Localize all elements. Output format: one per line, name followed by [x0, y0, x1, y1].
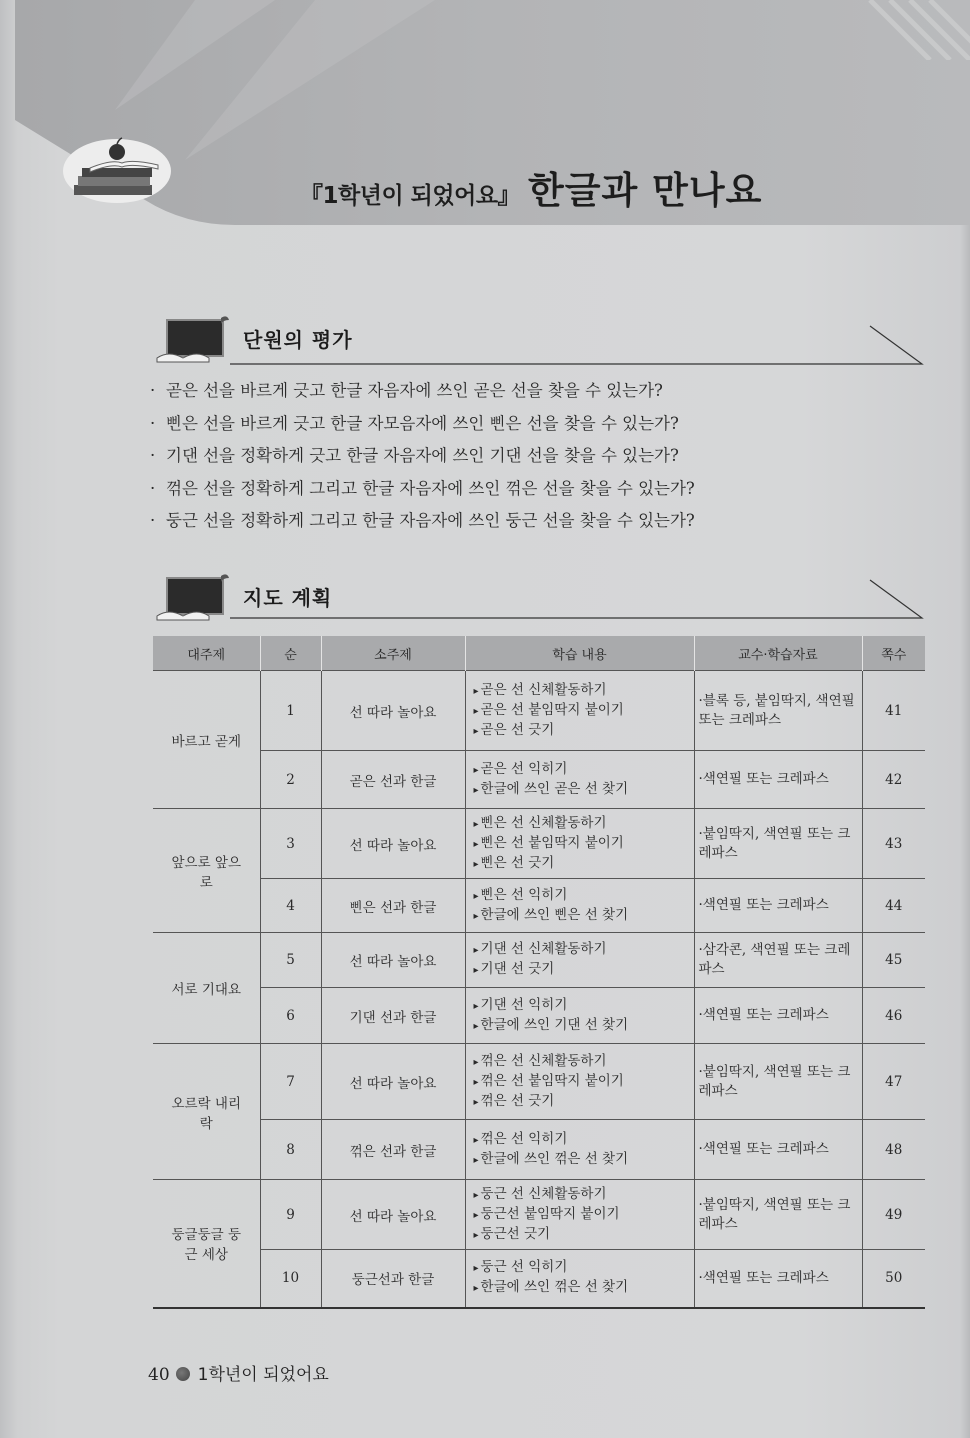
material-cell: ·삼각콘, 색연필 또는 크레파스: [694, 933, 862, 988]
bullet-dot: ·: [150, 446, 156, 465]
page-cell: 45: [862, 933, 925, 988]
subtopic-cell: 꺾은 선과 한글: [321, 1120, 465, 1180]
corner-stripes-decoration: [840, 0, 970, 60]
bullet-dot: ·: [150, 413, 156, 433]
order-cell: 6: [260, 988, 321, 1044]
topic-cell: 둥글둥글 둥근 세상: [153, 1180, 260, 1308]
content-line: ▸ 곧은 선 신체활동하기: [474, 681, 694, 701]
section-label: 지도 계획: [243, 586, 333, 610]
table-row: [153, 988, 925, 1044]
chalkboard-icon: [155, 570, 230, 622]
content-line: ▸ 꺾은 선 긋기: [474, 1092, 694, 1112]
page-cell: 47: [862, 1044, 925, 1120]
content-line: ▸ 꺾은 선 신체활동하기: [474, 1052, 694, 1072]
table-row: [153, 809, 925, 879]
page-cell: 50: [862, 1250, 925, 1308]
criterion-text: 삔은 선을 바르게 긋고 한글 자모음자에 쓰인 삔은 선을 찾을 수 있는가?: [166, 413, 679, 433]
order-cell: 8: [260, 1120, 321, 1180]
table-row: [153, 879, 925, 933]
content-line: ▸ 둥근 선 신체활동하기: [474, 1185, 694, 1205]
content-line: ▸ 삔은 선 긋기: [474, 854, 694, 874]
content-cell: [465, 1044, 694, 1120]
order-cell: 10: [260, 1250, 321, 1308]
content-cell: [465, 809, 694, 879]
material-cell: ·붙임딱지, 색연필 또는 크레파스: [694, 809, 862, 879]
table-row: [153, 1044, 925, 1120]
topic-cell: 바르고 곧게: [153, 671, 260, 809]
section-evaluation-heading: [155, 312, 927, 367]
content-cell: [465, 879, 694, 933]
list-item: [150, 408, 850, 441]
topic-cell: 오르락 내리락: [153, 1044, 260, 1180]
table-row: [153, 933, 925, 988]
content-line: ▸ 둥근선 붙임딱지 붙이기: [474, 1205, 694, 1225]
order-cell: 4: [260, 879, 321, 933]
content-line: ▸ 삔은 선 붙임딱지 붙이기: [474, 834, 694, 854]
content-cell: [465, 1180, 694, 1250]
page-cell: 46: [862, 988, 925, 1044]
subtopic-cell: 선 따라 놀아요: [321, 1180, 465, 1250]
criterion-text: 꺾은 선을 정확하게 그리고 한글 자음자에 쓰인 꺾은 선을 찾을 수 있는가?: [166, 478, 695, 498]
subtopic-cell: 기댄 선과 한글: [321, 988, 465, 1044]
page-cell: 49: [862, 1180, 925, 1250]
subtopic-cell: 곧은 선과 한글: [321, 751, 465, 809]
page-footer: [148, 1360, 329, 1385]
page-title: [300, 160, 762, 214]
table-row: [153, 1180, 925, 1250]
content-line: ▸ 한글에 쓰인 곧은 선 찾기: [474, 780, 694, 800]
criterion-text: 기댄 선을 정확하게 긋고 한글 자음자에 쓰인 기댄 선을 찾을 수 있는가?: [166, 446, 679, 465]
content-line: ▸ 둥근 선 익히기: [474, 1258, 694, 1278]
content-line: ▸ 기댄 선 긋기: [474, 960, 694, 980]
chapter-name: 1학년이 되었어요: [197, 1365, 329, 1385]
content-cell: [465, 1120, 694, 1180]
page-cell: 43: [862, 809, 925, 879]
table-row: [153, 1250, 925, 1308]
content-line: ▸ 꺾은 선 익히기: [474, 1130, 694, 1150]
bullet-icon: [176, 1367, 190, 1381]
material-cell: ·붙임딱지, 색연필 또는 크레파스: [694, 1180, 862, 1250]
content-line: ▸ 기댄 선 신체활동하기: [474, 940, 694, 960]
subtopic-cell: 둥근선과 한글: [321, 1250, 465, 1308]
criterion-text: 둥근 선을 정확하게 그리고 한글 자음자에 쓰인 둥근 선을 찾을 수 있는가?: [166, 511, 695, 530]
table-row: [153, 671, 925, 751]
content-cell: [465, 671, 694, 751]
content-line: ▸ 꺾은 선 붙임딱지 붙이기: [474, 1072, 694, 1092]
bullet-dot: ·: [150, 478, 156, 498]
criterion-text: 곧은 선을 바르게 긋고 한글 자음자에 쓰인 곧은 선을 찾을 수 있는가?: [166, 381, 663, 400]
table-row: [153, 1120, 925, 1180]
section-label: 단원의 평가: [243, 328, 353, 352]
material-cell: ·색연필 또는 크레파스: [694, 1250, 862, 1308]
list-item: [150, 505, 850, 538]
list-item: [150, 375, 850, 408]
column-header: 쪽수: [862, 636, 925, 671]
subtopic-cell: 삔은 선과 한글: [321, 879, 465, 933]
subtopic-cell: 선 따라 놀아요: [321, 1044, 465, 1120]
content-cell: [465, 1250, 694, 1308]
material-cell: ·블록 등, 붙임딱지, 색연필 또는 크레파스: [694, 671, 862, 751]
books-with-apple-icon: [62, 135, 172, 205]
content-line: ▸ 기댄 선 익히기: [474, 996, 694, 1016]
order-cell: 7: [260, 1044, 321, 1120]
section-plan-heading: [155, 570, 927, 625]
content-line: ▸ 한글에 쓰인 삔은 선 찾기: [474, 906, 694, 926]
topic-cell: 서로 기대요: [153, 933, 260, 1044]
content-line: ▸ 삔은 선 익히기: [474, 886, 694, 906]
subtopic-cell: 선 따라 놀아요: [321, 933, 465, 988]
content-line: ▸ 곧은 선 익히기: [474, 760, 694, 780]
order-cell: 3: [260, 809, 321, 879]
order-cell: 9: [260, 1180, 321, 1250]
content-line: ▸ 둥근선 긋기: [474, 1225, 694, 1245]
content-cell: [465, 933, 694, 988]
content-line: ▸ 한글에 쓰인 꺾은 선 찾기: [474, 1150, 694, 1170]
page-cell: 48: [862, 1120, 925, 1180]
heading-rule: [230, 570, 927, 625]
evaluation-list: [150, 375, 850, 538]
content-cell: [465, 988, 694, 1044]
column-header: 학습 내용: [465, 636, 694, 671]
content-line: ▸ 한글에 쓰인 꺾은 선 찾기: [474, 1278, 694, 1298]
table-header-row: [153, 636, 925, 671]
title-prefix: 『1학년이 되었어요』: [300, 183, 521, 209]
list-item: [150, 440, 850, 473]
material-cell: ·색연필 또는 크레파스: [694, 879, 862, 933]
material-cell: ·색연필 또는 크레파스: [694, 751, 862, 809]
bullet-dot: ·: [150, 381, 156, 400]
page-cell: 41: [862, 671, 925, 751]
plan-table: [153, 636, 925, 1309]
column-header: 교수·학습자료: [694, 636, 862, 671]
content-cell: [465, 751, 694, 809]
topic-cell: 앞으로 앞으로: [153, 809, 260, 933]
subtopic-cell: 선 따라 놀아요: [321, 809, 465, 879]
column-header: 대주제: [153, 636, 260, 671]
list-item: [150, 473, 850, 506]
page-number: 40: [148, 1365, 170, 1385]
content-line: ▸ 곧은 선 긋기: [474, 721, 694, 741]
chalkboard-icon: [155, 312, 230, 364]
material-cell: ·색연필 또는 크레파스: [694, 988, 862, 1044]
order-cell: 2: [260, 751, 321, 809]
order-cell: 1: [260, 671, 321, 751]
bullet-dot: ·: [150, 511, 156, 530]
material-cell: ·색연필 또는 크레파스: [694, 1120, 862, 1180]
page-cell: 42: [862, 751, 925, 809]
content-line: ▸ 곧은 선 붙임딱지 붙이기: [474, 701, 694, 721]
content-line: ▸ 한글에 쓰인 기댄 선 찾기: [474, 1016, 694, 1036]
material-cell: ·붙임딱지, 색연필 또는 크레파스: [694, 1044, 862, 1120]
table-row: [153, 751, 925, 809]
column-header: 소주제: [321, 636, 465, 671]
title-main: 한글과 만나요: [528, 169, 763, 212]
subtopic-cell: 선 따라 놀아요: [321, 671, 465, 751]
column-header: 순: [260, 636, 321, 671]
order-cell: 5: [260, 933, 321, 988]
content-line: ▸ 삔은 선 신체활동하기: [474, 814, 694, 834]
page-cell: 44: [862, 879, 925, 933]
